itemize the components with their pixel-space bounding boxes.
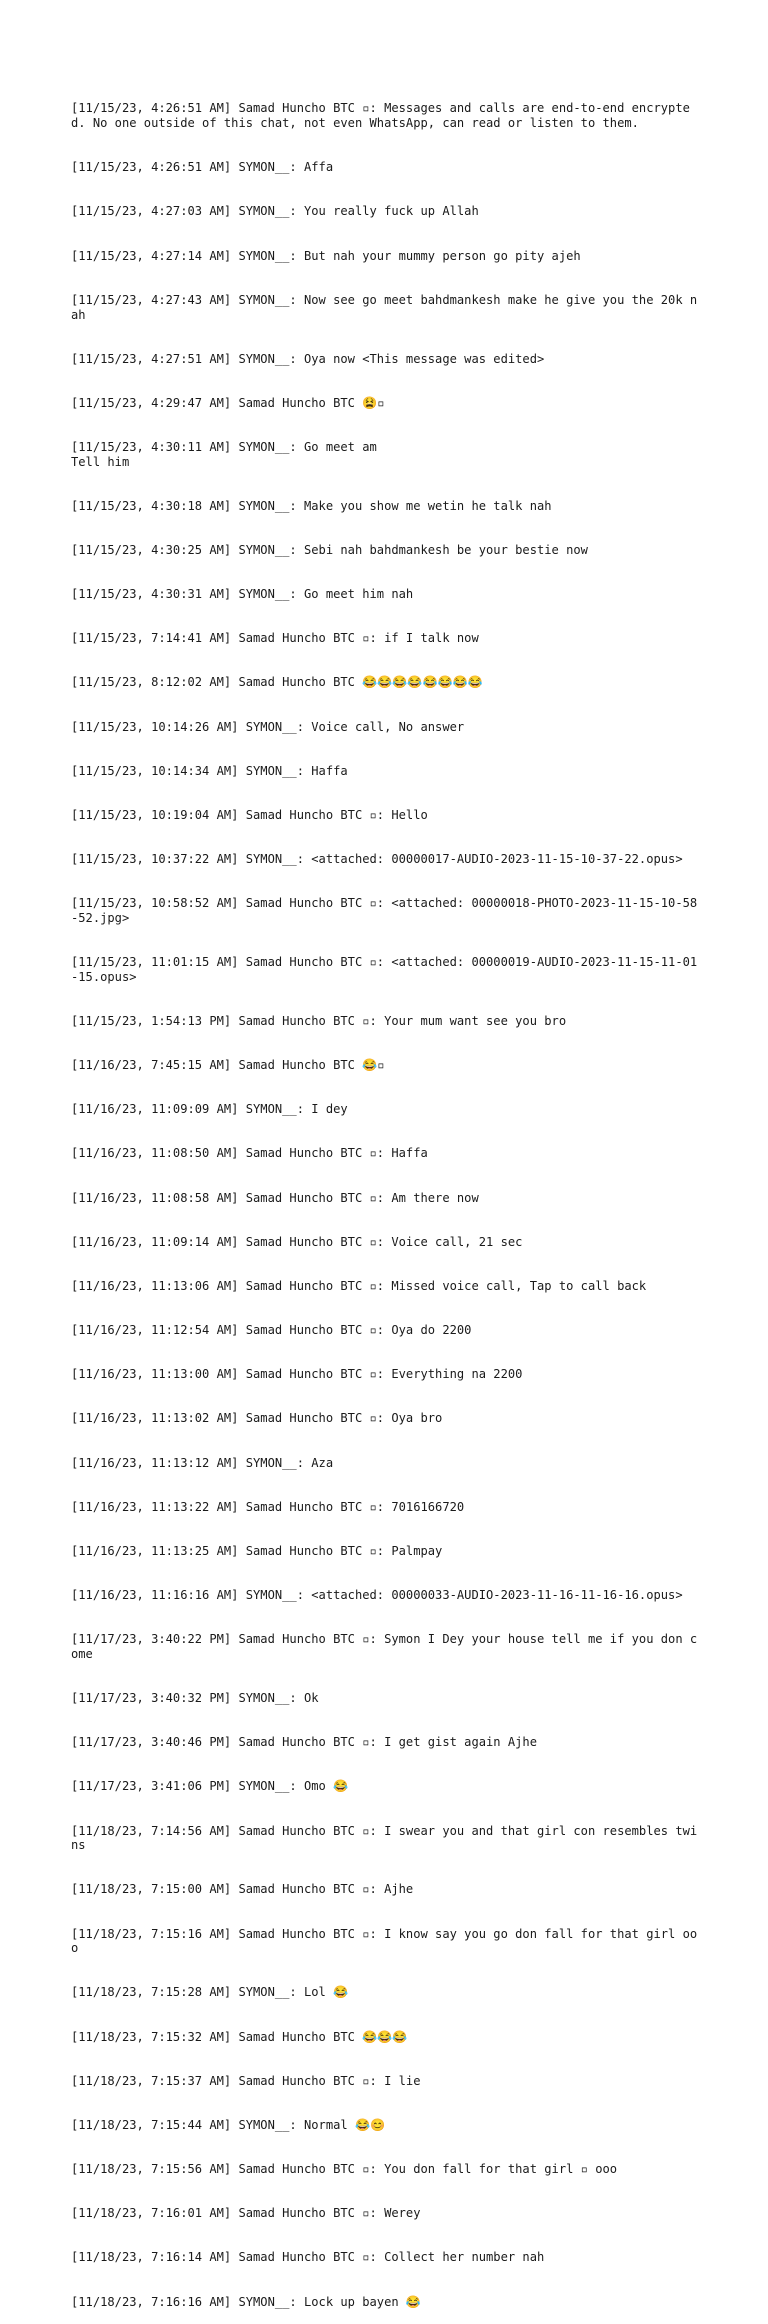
chat-message: [11/18/23, 7:16:16 AM] SYMON__: Lock up bayen 😂	[71, 2294, 421, 2309]
chat-message: [11/15/23, 4:30:18 AM] SYMON__: Make you show me wetin he talk nah	[71, 498, 552, 513]
chat-message: [11/16/23, 11:09:14 AM] Samad Huncho BTC ▫: Voice call, 21 sec	[71, 1234, 523, 1249]
chat-message: [11/15/23, 4:30:31 AM] SYMON__: Go meet him nah	[71, 587, 414, 602]
chat-message: [11/18/23, 7:15:56 AM] Samad Huncho BTC ▫: You don fall for that girl ▫ ooo	[71, 2162, 618, 2177]
chat-message: [11/15/23, 4:26:51 AM] Samad Huncho BTC ▫: Messages and calls are end-to-end encrypted. No one outside of this chat, not even WhatsApp, can read or listen to them.	[71, 101, 690, 131]
chat-message: [11/18/23, 7:14:56 AM] Samad Huncho BTC ▫: I swear you and that girl con resembles twins	[71, 1823, 698, 1853]
chat-message: [11/15/23, 4:27:14 AM] SYMON__: But nah your mummy person go pity ajeh	[71, 248, 581, 263]
chat-message: [11/15/23, 10:58:52 AM] Samad Huncho BTC ▫: <attached: 00000018-PHOTO-2023-11-15-10-58-52.jpg>	[71, 896, 698, 925]
chat-message: [11/15/23, 11:01:15 AM] Samad Huncho BTC ▫: <attached: 00000019-AUDIO-2023-11-15-11-01-15.opus>	[71, 955, 698, 984]
chat-message: [11/15/23, 4:27:03 AM] SYMON__: You really fuck up Allah	[71, 204, 479, 219]
chat-message: [11/15/23, 4:30:11 AM] SYMON__: Go meet am Tell him	[71, 439, 377, 469]
chat-message: [11/17/23, 3:40:32 PM] SYMON__: Ok	[71, 1691, 319, 1706]
chat-message: [11/15/23, 10:19:04 AM] Samad Huncho BTC ▫: Hello	[71, 807, 428, 822]
chat-message: [11/15/23, 7:14:41 AM] Samad Huncho BTC ▫: if I talk now	[71, 631, 479, 646]
chat-message: [11/15/23, 1:54:13 PM] Samad Huncho BTC ▫: Your mum want see you bro	[71, 1014, 567, 1028]
chat-message: [11/18/23, 7:16:01 AM] Samad Huncho BTC ▫: Werey	[71, 2206, 421, 2221]
chat-message: [11/18/23, 7:15:32 AM] Samad Huncho BTC 😂😂😂	[71, 2029, 408, 2044]
chat-message: [11/18/23, 7:15:28 AM] SYMON__: Lol 😂	[71, 1985, 349, 2000]
chat-message: [11/16/23, 11:13:12 AM] SYMON__: Aza	[71, 1455, 334, 1470]
chat-message: [11/16/23, 11:08:50 AM] Samad Huncho BTC ▫: Haffa	[71, 1146, 428, 1161]
chat-message: [11/16/23, 11:09:09 AM] SYMON__: I dey	[71, 1102, 348, 1117]
chat-message: [11/15/23, 4:30:25 AM] SYMON__: Sebi nah bahdmankesh be your bestie now	[71, 543, 588, 557]
chat-message: [11/17/23, 3:40:46 PM] Samad Huncho BTC ▫: I get gist again Ajhe	[71, 1735, 537, 1750]
chat-message: [11/18/23, 7:16:14 AM] Samad Huncho BTC ▫: Collect her number nah	[71, 2250, 545, 2265]
chat-message: [11/16/23, 11:13:06 AM] Samad Huncho BTC ▫: Missed voice call, Tap to call back	[71, 1278, 647, 1293]
chat-message: [11/15/23, 4:29:47 AM] Samad Huncho BTC 😫▫	[71, 395, 385, 410]
chat-message: [11/15/23, 8:12:02 AM] Samad Huncho BTC 😂😂😂😂😂😂😂😂	[71, 675, 483, 690]
chat-message: [11/15/23, 10:14:26 AM] SYMON__: Voice call, No answer	[71, 719, 465, 734]
chat-message: [11/15/23, 4:26:51 AM] SYMON__: Affa	[71, 160, 334, 175]
chat-message: [11/15/23, 10:14:34 AM] SYMON__: Haffa	[71, 763, 348, 778]
chat-message: [11/18/23, 7:15:00 AM] Samad Huncho BTC ▫: Ajhe	[71, 1882, 414, 1897]
chat-export-log	[71, 72, 701, 2324]
chat-message: [11/18/23, 7:15:37 AM] Samad Huncho BTC ▫: I lie	[71, 2073, 421, 2088]
chat-message: [11/16/23, 7:45:15 AM] Samad Huncho BTC 😂▫	[71, 1058, 385, 1073]
chat-message: [11/17/23, 3:41:06 PM] SYMON__: Omo 😂	[71, 1779, 349, 1794]
chat-message: [11/16/23, 11:13:22 AM] Samad Huncho BTC ▫: 7016166720	[71, 1499, 465, 1514]
chat-message: [11/16/23, 11:08:58 AM] Samad Huncho BTC ▫: Am there now	[71, 1190, 479, 1205]
chat-message: [11/16/23, 11:12:54 AM] Samad Huncho BTC ▫: Oya do 2200	[71, 1323, 472, 1338]
chat-message: [11/15/23, 4:27:43 AM] SYMON__: Now see go meet bahdmankesh make he give you the 20k nah	[71, 292, 698, 322]
chat-message: [11/17/23, 3:40:22 PM] Samad Huncho BTC ▫: Symon I Dey your house tell me if you don come	[71, 1632, 698, 1661]
chat-message: [11/16/23, 11:13:25 AM] Samad Huncho BTC ▫: Palmpay	[71, 1543, 443, 1558]
chat-message: [11/18/23, 7:15:44 AM] SYMON__: Normal 😂😊	[71, 2117, 386, 2132]
chat-message: [11/15/23, 4:27:51 AM] SYMON__: Oya now <This message was edited>	[71, 351, 545, 366]
chat-message: [11/15/23, 10:37:22 AM] SYMON__: <attached: 00000017-AUDIO-2023-11-15-10-37-22.opus>	[71, 852, 683, 867]
chat-message: [11/16/23, 11:13:02 AM] Samad Huncho BTC ▫: Oya bro	[71, 1411, 443, 1426]
chat-message: [11/16/23, 11:16:16 AM] SYMON__: <attached: 00000033-AUDIO-2023-11-16-11-16-16.opus>	[71, 1588, 683, 1603]
chat-message: [11/16/23, 11:13:00 AM] Samad Huncho BTC ▫: Everything na 2200	[71, 1367, 523, 1382]
chat-message: [11/18/23, 7:15:16 AM] Samad Huncho BTC ▫: I know say you go don fall for that girl ooo	[71, 1926, 698, 1956]
